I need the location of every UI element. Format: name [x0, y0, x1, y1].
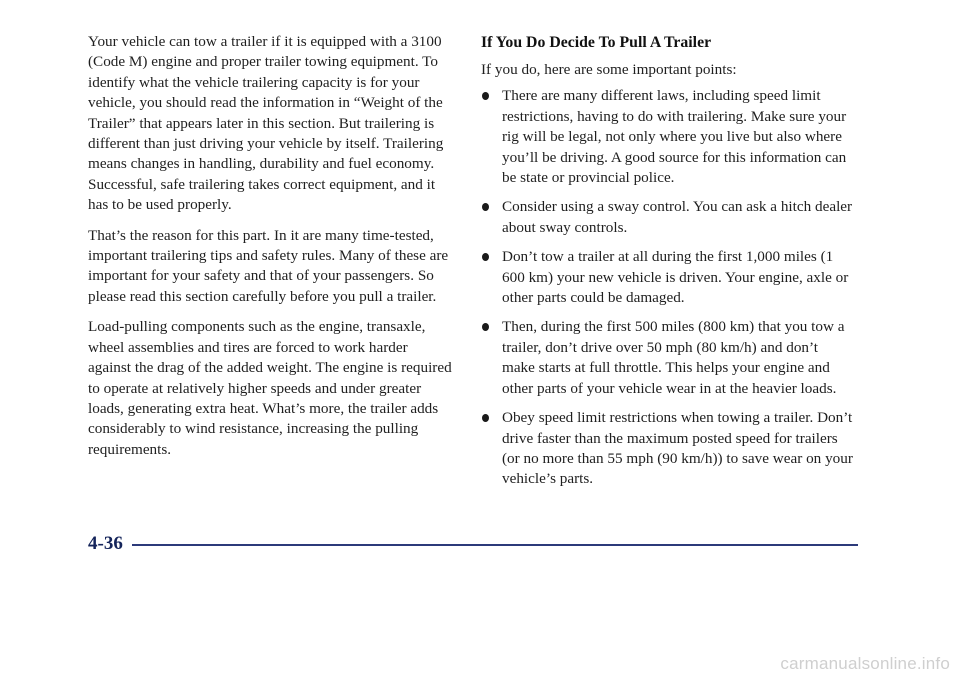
list-item — [481, 408, 853, 490]
bullet-icon — [482, 92, 489, 100]
page-number: 4-36 — [88, 533, 123, 554]
bullet-icon — [482, 414, 489, 422]
intro-text: If you do, here are some important points: — [481, 61, 737, 78]
list-item-text: Obey speed limit restrictions when towing a trailer. Don’t drive faster than the maximum posted speed for trailers (or no more than 55 mph (90 km/h)) to save wear on your vehicle’s parts. — [502, 409, 853, 488]
list-item-text: Consider using a sway control. You can ask a hitch dealer about sway controls. — [502, 198, 853, 236]
list-item — [481, 317, 853, 399]
list-item-text: Then, during the first 500 miles (800 km) that you tow a trailer, don’t drive over 50 mph (80 km/h) and don’t make starts at full throttle. This helps your engine and other parts of your vehicle wear in at the heavier loads. — [502, 318, 845, 397]
body-paragraph: That’s the reason for this part. In it are many time-tested, important trailering tips and safety rules. Many of these are important for your safety and that of your passengers. So please read this section carefully before you pull a trailer. — [88, 226, 449, 305]
list-item-text: Don’t tow a trailer at all during the first 1,000 miles (1 600 km) your new vehicle is driven. Your engine, axle or other parts could be damaged. — [502, 248, 849, 307]
page-footer — [88, 530, 858, 558]
list-item-text: There are many different laws, including speed limit restrictions, having to do with trailering. Make sure your rig will be legal, not only where you live but also where you’ll be driving. A good source for this information can be state or provincial police. — [502, 87, 847, 187]
body-paragraph: Load-pulling components such as the engine, transaxle, wheel assemblies and tires are forced to work harder against the drag of the added weight. The engine is required to operate at relatively higher speeds and under greater loads, generating extra heat. What’s more, the trailer adds considerably to wind resistance, increasing the pulling requirements. — [88, 318, 452, 458]
section-heading: If You Do Decide To Pull A Trailer — [481, 34, 712, 51]
list-item — [481, 247, 853, 308]
bullet-icon — [482, 253, 489, 261]
left-column — [88, 32, 453, 470]
bullet-list — [481, 86, 853, 489]
list-item — [481, 197, 853, 238]
watermark: carmanualsonline.info — [780, 654, 950, 673]
right-column — [481, 32, 853, 499]
list-item — [481, 86, 853, 188]
body-paragraph: Your vehicle can tow a trailer if it is equipped with a 3100 (Code M) engine and proper trailer towing equipment. To identify what the vehicle trailering capacity is for your vehicle, you should read the information in “Weight of the Trailer” that appears later in this section. But trailering is different than just driving your vehicle by itself. Trailering means changes in handling, durability and fuel economy. Successful, safe trailering takes correct equipment, and it has to be used properly. — [88, 33, 444, 214]
bullet-icon — [482, 323, 489, 331]
footer-rule — [132, 544, 858, 546]
bullet-icon — [482, 203, 489, 211]
